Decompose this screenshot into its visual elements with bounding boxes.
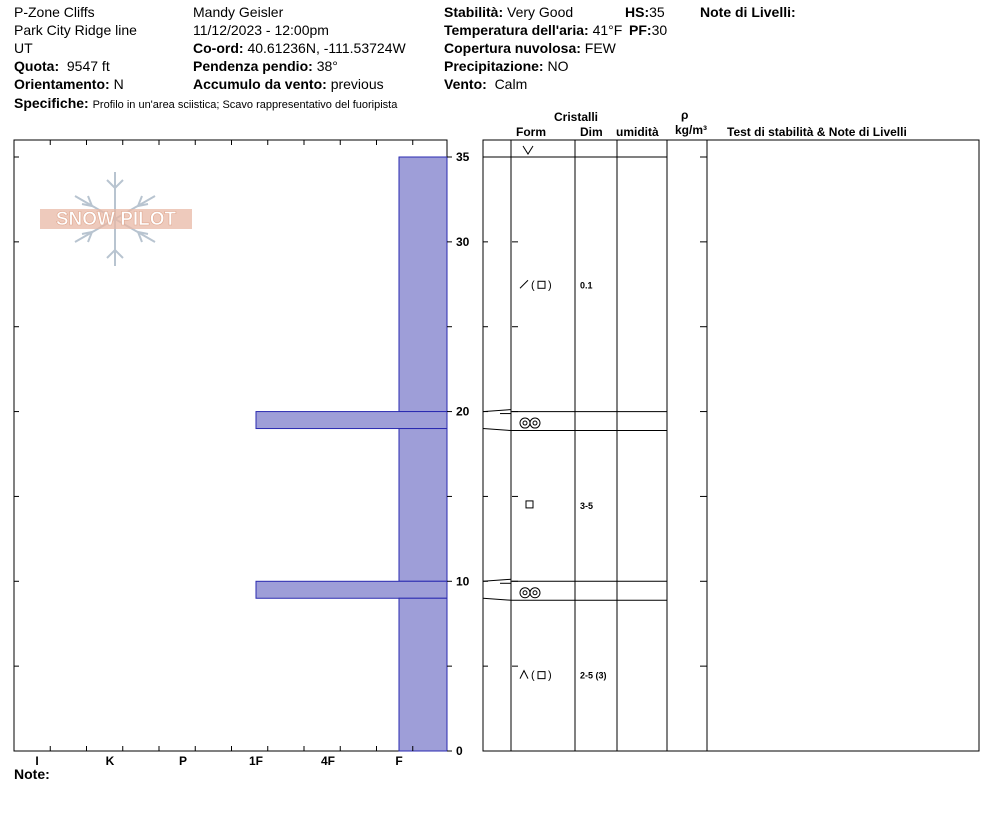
rho-header: ρ [681,108,689,122]
x-tick-labels [35,754,402,768]
x-tick-label-F: F [395,754,403,768]
y-tick-label: 10 [456,574,470,589]
precip-value: NO [547,58,569,74]
crystals-header: Cristalli [554,110,599,124]
pf-label: PF: [629,22,652,38]
slope-value: 38° [316,58,338,74]
coord-value: 40.61236N, -111.53724W [247,40,406,56]
specifics-label: Specifiche: [14,95,89,111]
layer-connector [483,579,511,581]
svg-text:): ) [548,279,552,292]
crystal-size-0: 0.1 [580,280,593,291]
hardness-bar-3 [256,581,447,598]
crystal-form-icon-double-circle [520,588,540,598]
air-temp-value: 41°F [592,22,623,38]
area-name: Park City Ridge line [14,22,137,38]
pf-value: 30 [651,22,668,38]
hardness-frame [14,140,447,751]
x-tick-label-I: I [35,754,39,768]
specifics-value: Profilo in un'area sciistica; Scavo rappresentativo del fuoripista [92,99,398,111]
hardness-bar-1 [256,412,447,429]
svg-text:): ) [548,669,552,682]
notes-label: Note: [14,766,50,782]
x-tick-label-4F: 4F [320,754,336,768]
stability-value: Very Good [507,4,574,20]
observer-name: Mandy Geisler [193,4,284,20]
layer-connector [483,410,511,412]
air-temp-label: Temperatura dell'aria: [444,22,589,38]
tests-header: Test di stabilità & Note di Livelli [727,125,907,139]
crystal-size-4: 2-5 (3) [580,670,607,681]
y-tick-label: 30 [456,234,470,249]
y-tick-label: 20 [456,404,470,419]
hardness-bar-0 [399,157,447,412]
wind-label: Vento: [444,76,487,92]
state-name: UT [14,40,33,56]
x-tick-label-K: K [105,754,115,768]
elevation-value: 9547 ft [66,58,110,74]
x-tick-label-P: P [178,754,188,768]
sky-value: FEW [584,40,616,56]
hardness-bars [256,157,447,751]
layer-table-frame [483,140,979,751]
crystal-size-2: 3-5 [580,500,594,511]
hs-label: HS: [625,4,650,20]
crystal-form-icon-slash-square [520,279,552,291]
hardness-bar-2 [399,429,447,582]
wind-value: Calm [494,76,528,92]
layer-notes-title: Note di Livelli: [700,4,796,20]
aspect-value: N [113,76,124,92]
size-header: Dim [580,125,603,139]
moisture-header: umidità [616,125,659,139]
hardness-bar-4 [399,598,447,751]
sky-label: Copertura nuvolosa: [444,40,581,56]
hs-value: 35 [649,4,665,20]
crystal-form-icon-square [526,501,533,508]
elevation-label: Quota: [14,58,60,74]
precip-label: Precipitazione: [444,58,544,74]
layer-connector [483,598,511,600]
y-tick-label: 35 [456,150,470,164]
coord-label: Co-ord: [193,40,244,56]
wind-loading-label: Accumulo da vento: [193,76,327,92]
observation-datetime: 11/12/2023 - 12:00pm [193,22,329,38]
svg-text:(: ( [531,279,535,292]
svg-text:(: ( [531,669,535,682]
density-header: kg/m³ [675,123,708,137]
crystal-form-icon-double-circle [520,418,540,428]
stability-label: Stabilità: [444,4,504,20]
form-header: Form [516,125,546,139]
hardness-ticks [14,140,707,751]
aspect-label: Orientamento: [14,76,110,92]
surface-form-icon [523,146,533,154]
location-name: P-Zone Cliffs [14,4,95,20]
layer-connector [483,429,511,431]
logo-text: SNOW PILOT [55,209,177,230]
y-tick-labels [456,150,470,758]
crystal-form-icon-caret-square [520,670,552,682]
x-tick-label-1F: 1F [248,754,264,768]
slope-label: Pendenza pendio: [193,58,313,74]
wind-loading-value: previous [330,76,384,92]
y-tick-label: 0 [456,744,463,758]
